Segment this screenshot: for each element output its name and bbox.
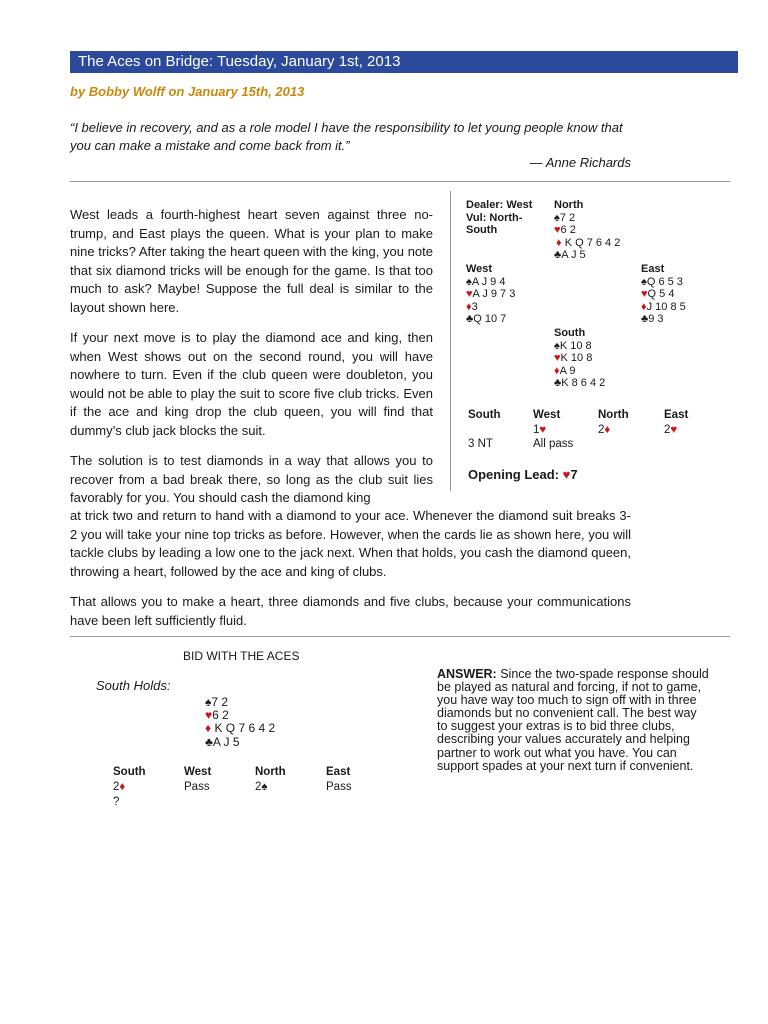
heart-icon: ♥ [539,424,547,436]
spade-icon: ♠ [554,339,560,352]
west-clubs: Q 10 7 [473,313,507,325]
dealer-label: Dealer: West [466,199,533,211]
auction-bid-south-2: 3 NT [468,438,493,450]
opening-lead-label: Opening Lead: [468,467,559,482]
answer-text: Since the two-spade response should be played as natural and forcing, if not to game, you have way too much to sign off with in three diamonds but no convenient call. The best way to suggest your extras is to bid three clubs, describing your values accurately and helping partner to work out what you have. You can support spades at your next turn if convenient. [437,667,709,773]
heart-icon: ♥ [641,288,648,300]
east-hearts: Q 5 4 [647,288,675,300]
spade-icon: ♠ [554,211,560,224]
south-holds-label: South Holds: [96,678,171,693]
north-spades: 7 2 [559,211,576,224]
article-paragraph-4: That allows you to make a heart, three diamonds and five clubs, because your communications have been left sufficiently fluid. [70,594,631,628]
byline: by Bobby Wolff on January 15th, 2013 [70,84,305,99]
south-holding [205,696,275,749]
south-diamonds: A 9 [559,364,576,377]
south-label: South [554,327,586,339]
epigraph-quote: “I believe in recovery, and as a role model I have the responsibility to let young people know that you can make a mistake and come back from it.” [70,120,623,153]
spade-icon: ♠ [261,781,268,793]
heart-icon: ♥ [554,224,561,236]
auction-bid-west-1: 1♥ [533,424,547,436]
west-label: West [466,263,493,275]
article-paragraph-1: West leads a fourth-highest heart seven against three no-trump, and East plays the queen. What is your plan to make nine tricks? After taking the heart queen with the king, you note that six diamond tricks will be enough for the game. Is that too much to ask? Maybe! Suppose the full deal is similar to the layout shown here. [70,207,433,315]
auction-bid-west-2: All pass [533,438,574,450]
bid-west-1: Pass [184,781,210,793]
auction-header-west: West [533,409,561,421]
bid-header-north: North [255,766,286,778]
west-hearts: A J 9 7 3 [472,288,516,300]
deal-info [466,199,532,237]
auction-bid-east-1: 2♥ [664,424,678,436]
bid-north-1: 2♠ [255,781,268,793]
east-diamonds: J 10 8 5 [646,300,686,313]
west-diamonds: 3 [471,300,478,313]
north-hand [554,199,620,262]
bid-header-south: South [113,766,146,778]
heart-icon: ♥ [670,424,678,436]
bid-south-1: 2♦ [113,781,126,793]
east-label: East [641,263,665,275]
south-spades: K 10 8 [559,339,592,352]
spade-icon: ♠ [205,695,212,709]
club-icon: ♣ [641,313,649,325]
heart-icon: ♥ [562,467,571,482]
opening-lead-card: 7 [570,467,578,482]
article-paragraph-3a: The solution is to test diamonds in a way that allows you to recover from a bad break there, so long as the club suit lies favorably for you. You should cash the diamond king [70,453,433,506]
east-spades: Q 6 5 3 [646,275,683,288]
column-divider [450,191,451,491]
auction-header-south: South [468,409,501,421]
south-hearts: K 10 8 [560,352,593,364]
club-icon: ♣ [554,249,562,261]
north-diamonds: K Q 7 6 4 2 [564,236,621,249]
holding-hearts: 6 2 [212,708,229,723]
west-hand [466,263,515,326]
diamond-icon: ♦ [205,721,212,736]
club-icon: ♣ [554,377,562,389]
heart-icon: ♥ [466,288,473,300]
diamond-icon: ♦ [466,300,472,313]
heart-icon: ♥ [554,352,561,364]
answer [437,668,709,773]
spade-icon: ♠ [466,275,472,288]
holding-diamonds: K Q 7 6 4 2 [214,721,276,736]
bid-east-1: Pass [326,781,352,793]
holding-clubs: A J 5 [212,734,240,749]
north-clubs: A J 5 [561,249,586,261]
page-title: The Aces on Bridge: Tuesday, January 1st, 2013 [70,51,738,73]
bid-header-east: East [326,766,351,778]
diamond-icon: ♦ [119,781,126,793]
divider [70,181,730,182]
south-hand [554,327,605,390]
heart-icon: ♥ [205,708,213,723]
south-clubs: K 8 6 4 2 [561,377,606,389]
club-icon: ♣ [205,734,213,749]
north-label: North [554,199,584,211]
quote-attribution: — Anne Richards [529,155,631,170]
auction-bid-north-1: 2♦ [598,424,611,436]
diamond-icon: ♦ [554,364,560,377]
article-paragraph-2: If your next move is to play the diamond ace and king, then when West shows out on the second round, you will have nowhere to turn. Even if the club queen were doubleton, you would not be able to play the suit to score five club tricks. Even if the ace and king drop the club queen, you will find that dummy’s club jack blocks the suit. [70,330,433,438]
auction-header-north: North [598,409,629,421]
bid-south-2: ? [113,796,120,808]
divider [70,636,730,637]
north-hearts: 6 2 [560,224,576,236]
article-paragraph-3b: at trick two and return to hand with a diamond to your ace. Whenever the diamond suit breaks 3-2 you will take your nine top tricks as before. However, when the cards lie as shown here, you will tackle clubs by leading a low one to the jack next. When that holds, you cash the diamond queen, throwing a heart, followed by the ace and king of clubs. [70,508,631,579]
diamond-icon: ♦ [604,424,611,436]
holding-spades: 7 2 [211,695,229,709]
opening-lead [468,467,578,482]
bid-header-west: West [184,766,212,778]
club-icon: ♣ [466,313,474,325]
answer-label: ANSWER: [437,667,497,681]
west-spades: A J 9 4 [471,275,506,288]
vulnerability-label: Vul: North- [466,211,523,224]
diamond-icon: ♦ [556,236,562,249]
spade-icon: ♠ [641,275,647,288]
east-hand [641,263,686,326]
diamond-icon: ♦ [641,300,647,313]
vulnerability-label-cont: South [466,224,498,236]
bid-section-title: BID WITH THE ACES [183,649,300,663]
auction-header-east: East [664,409,689,421]
east-clubs: 9 3 [648,313,664,325]
